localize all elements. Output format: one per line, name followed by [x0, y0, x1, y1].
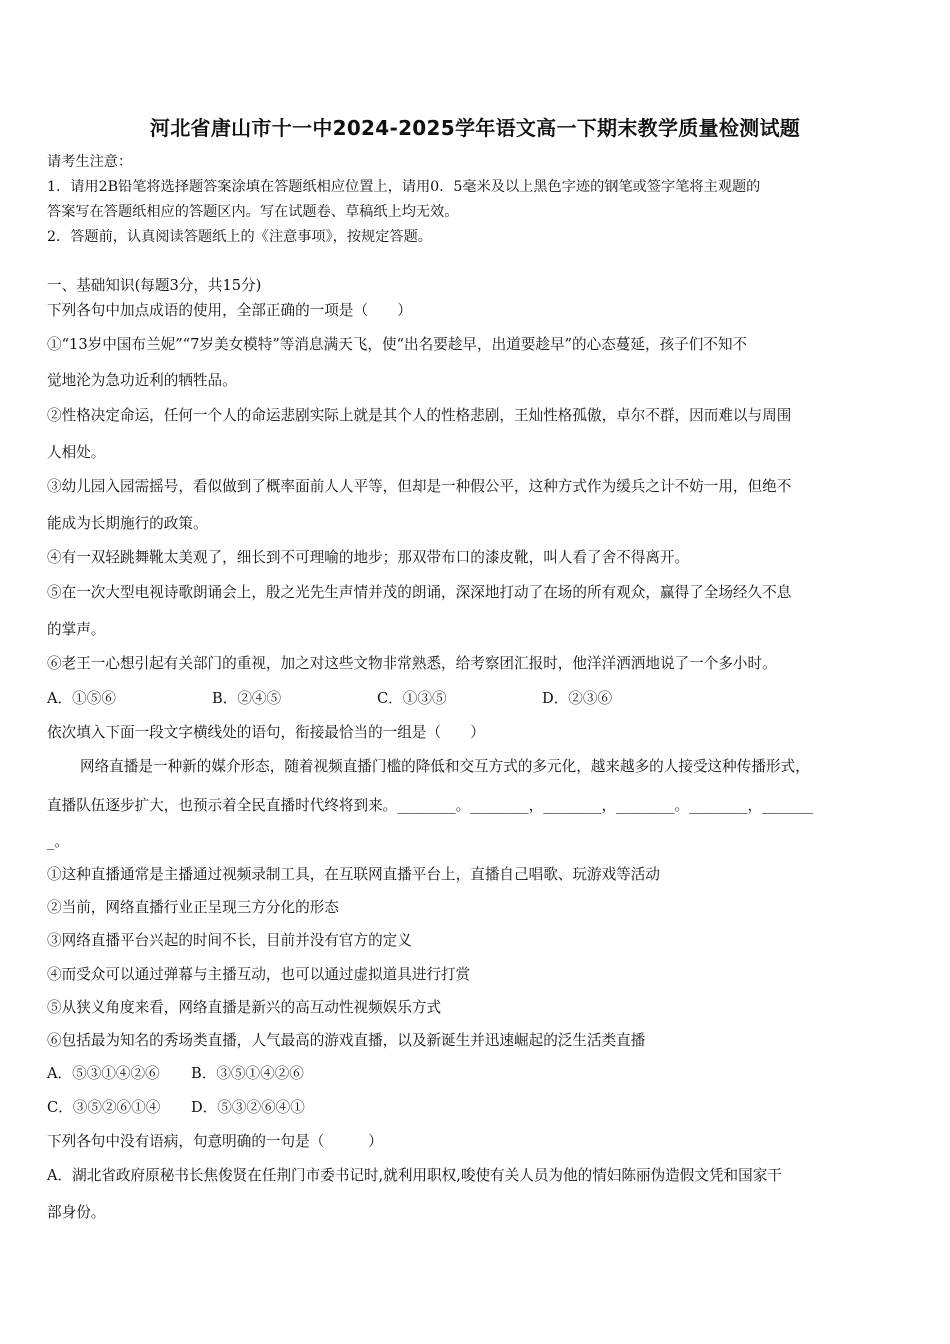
q1-option-a: A．①⑤⑥	[47, 690, 116, 707]
q2-option-a: A．⑤③①④②⑥	[47, 1065, 160, 1082]
notice-line-2: 答案写在答题纸相应的答题区内。写在试题卷、草稿纸上均无效。	[47, 204, 459, 220]
q1-sentence-2a: ②性格决定命运，任何一个人的命运悲剧实际上就是其个人的性格悲剧，王灿性格孤傲，卓尔不群，因而难以与周围	[47, 407, 792, 424]
q2-option-b: B．③⑤①④②⑥	[191, 1065, 304, 1082]
q1-sentence-4: ④有一双轻跳舞靴太美观了，细长到不可理喻的地步；那双带布口的漆皮靴，叫人看了舍不得离开。	[47, 549, 690, 566]
q2-passage-2: 直播队伍逐步扩大，也预示着全民直播时代终将到来。________。________，________，________。________，_______	[47, 797, 814, 814]
q2-sentence-2: ②当前，网络直播行业正呈现三方分化的形态	[47, 899, 339, 916]
q2-sentence-5: ⑤从狭义角度来看，网络直播是新兴的高互动性视频娱乐方式	[47, 999, 442, 1016]
q3-option-a-line-2: 部身份。	[47, 1204, 106, 1221]
q2-sentence-1: ①这种直播通常是主播通过视频录制工具，在互联网直播平台上，直播自己唱歌、玩游戏等活动	[47, 866, 660, 883]
q1-sentence-3b: 能成为长期施行的政策。	[47, 515, 208, 532]
q2-option-d: D．⑤③②⑥④①	[191, 1099, 305, 1116]
q1-option-c: C．①③⑤	[377, 690, 447, 707]
q2-option-c: C．③⑤②⑥①④	[47, 1099, 161, 1116]
q2-sentence-4: ④而受众可以通过弹幕与主播互动，也可以通过虚拟道具进行打赏	[47, 966, 471, 983]
q1-option-d: D．②③⑥	[542, 690, 613, 707]
q3-stem: 下列各句中没有语病，句意明确的一句是（ ）	[47, 1133, 383, 1150]
q1-option-b: B．②④⑤	[212, 690, 282, 707]
q1-sentence-2b: 人相处。	[47, 444, 106, 461]
notice-line-3: 2．答题前，认真阅读答题纸上的《注意事项》，按规定答题。	[47, 229, 432, 245]
q2-sentence-3: ③网络直播平台兴起的时间不长，目前并没有官方的定义	[47, 932, 412, 949]
q2-passage-3: _。	[47, 833, 69, 850]
notice-line-1: 1．请用2B铅笔将选择题答案涂填在答题纸相应位置上，请用0．5毫米及以上黑色字迹的钢笔或签字笔将主观题的	[47, 179, 761, 195]
section-heading: 一、基础知识(每题3分，共15分)	[47, 277, 262, 294]
q2-passage-1: 网络直播是一种新的媒介形态，随着视频直播门槛的降低和交互方式的多元化，越来越多的人接受这种传播形式，	[80, 758, 810, 775]
q3-option-a-line-1: A．湖北省政府原秘书长焦俊贤在任荆门市委书记时,就利用职权,唆使有关人员为他的情妇陈丽伪造假文凭和国家干	[47, 1167, 782, 1184]
q1-sentence-1a: ①“13岁中国布兰妮”“7岁美女模特”等消息满天飞，使“出名要趁早，出道要趁早”的心态蔓延，孩子们不知不	[47, 336, 748, 353]
q1-sentence-5b: 的掌声。	[47, 621, 106, 638]
q1-sentence-3a: ③幼儿园入园需摇号，看似做到了概率面前人人平等，但却是一种假公平，这种方式作为缓兵之计不妨一用，但绝不	[47, 478, 792, 495]
q1-sentence-1b: 觉地沦为急功近利的牺牲品。	[47, 372, 237, 389]
q2-stem: 依次填入下面一段文字横线处的语句，衔接最恰当的一组是（ ）	[47, 724, 485, 741]
q1-stem: 下列各句中加点成语的使用，全部正确的一项是（ ）	[47, 302, 412, 319]
page-title: 河北省唐山市十一中2024-2025学年语文高一下期末教学质量检测试题	[149, 116, 801, 140]
q1-sentence-5a: ⑤在一次大型电视诗歌朗诵会上，殷之光先生声情并茂的朗诵，深深地打动了在场的所有观众，赢得了全场经久不息	[47, 584, 792, 601]
notice-heading: 请考生注意：	[47, 154, 133, 170]
q1-sentence-6: ⑥老王一心想引起有关部门的重视，加之对这些文物非常熟悉，给考察团汇报时，他洋洋洒洒地说了一个多小时。	[47, 655, 777, 672]
q2-sentence-6: ⑥包括最为知名的秀场类直播，人气最高的游戏直播，以及新诞生并迅速崛起的泛生活类直播	[47, 1032, 646, 1049]
